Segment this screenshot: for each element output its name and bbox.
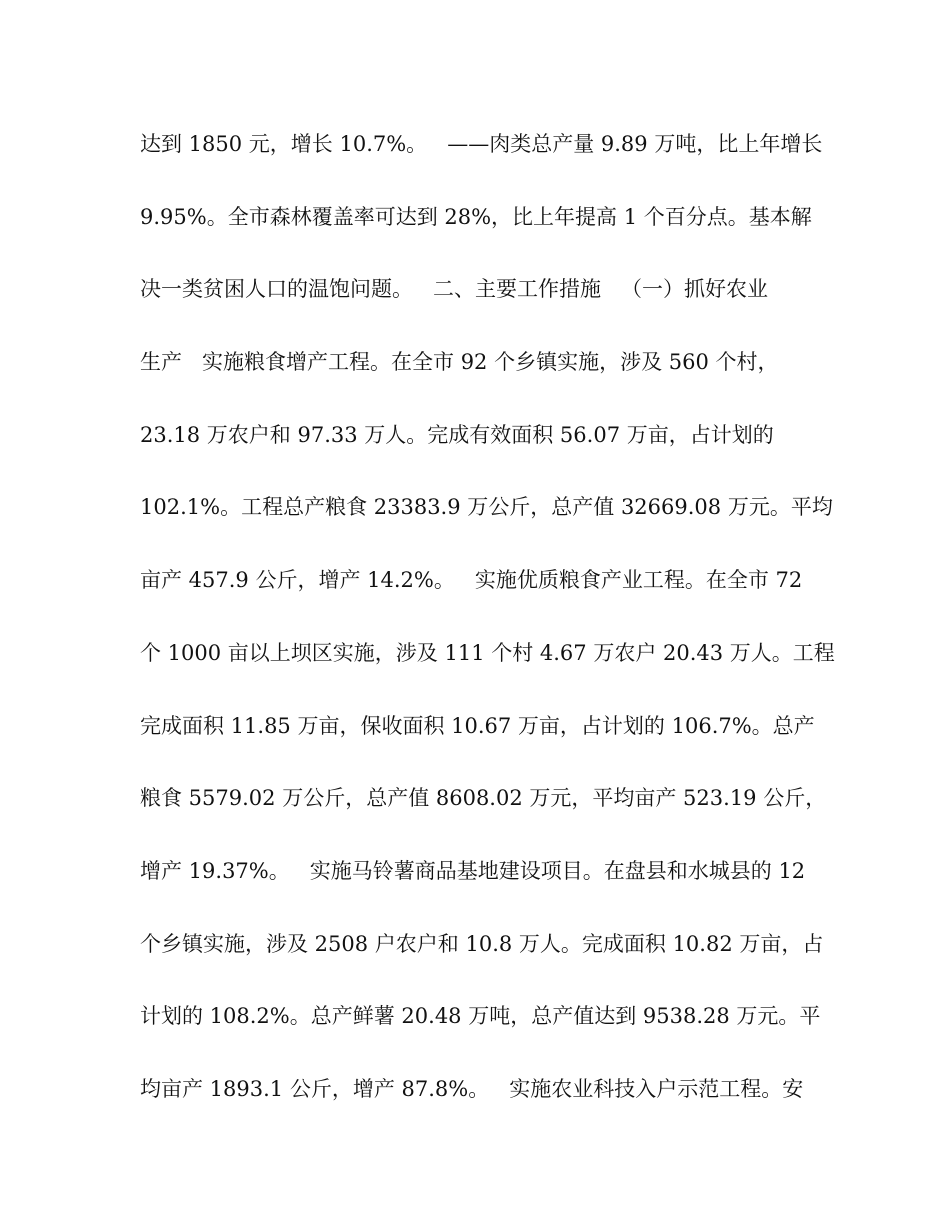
text-line: 均亩产 1893.1 公斤，增产 87.8%。 实施农业科技入户示范工程。安 bbox=[140, 1076, 804, 1101]
text-line: 计划的 108.2%。总产鲜薯 20.48 万吨，总产值达到 9538.28 万元。平 bbox=[140, 1004, 821, 1029]
text-line: 亩产 457.9 公斤，增产 14.2%。 实施优质粮食产业工程。在全市 72 bbox=[140, 568, 803, 593]
text-line: 增产 19.37%。 实施马铃薯商品基地建设项目。在盘县和水城县的 12 bbox=[140, 858, 806, 883]
text-line: 决一类贫困人口的温饱问题。 二、主要工作措施 （一）抓好农业 bbox=[140, 277, 769, 302]
text-line: 个 1000 亩以上坝区实施，涉及 111 个村 4.67 万农户 20.43 万人。工程 bbox=[140, 640, 835, 665]
text-line: 达到 1850 元，增长 10.7%。 ——肉类总产量 9.89 万吨，比上年增长 bbox=[140, 132, 823, 156]
text-line: 102.1%。工程总产粮食 23383.9 万公斤，总产值 32669.08 万元。平均 bbox=[140, 495, 833, 520]
text-line: 23.18 万农户和 97.33 万人。完成有效面积 56.07 万亩，占计划的 bbox=[140, 422, 774, 447]
text-line: 完成面积 11.85 万亩，保收面积 10.67 万亩，占计划的 106.7%。总产 bbox=[140, 713, 815, 738]
body-text bbox=[140, 118, 835, 1136]
text-line: 9.95%。全市森林覆盖率可达到 28%，比上年提高 1 个百分点。基本解 bbox=[140, 204, 812, 229]
text-line: 粮食 5579.02 万公斤，总产值 8608.02 万元，平均亩产 523.19 公斤， bbox=[140, 786, 827, 811]
text-line: 生产 实施粮食增产工程。在全市 92 个乡镇实施，涉及 560 个村， bbox=[140, 350, 779, 375]
text-line: 个乡镇实施，涉及 2508 户农户和 10.8 万人。完成面积 10.82 万亩，占 bbox=[140, 931, 824, 956]
